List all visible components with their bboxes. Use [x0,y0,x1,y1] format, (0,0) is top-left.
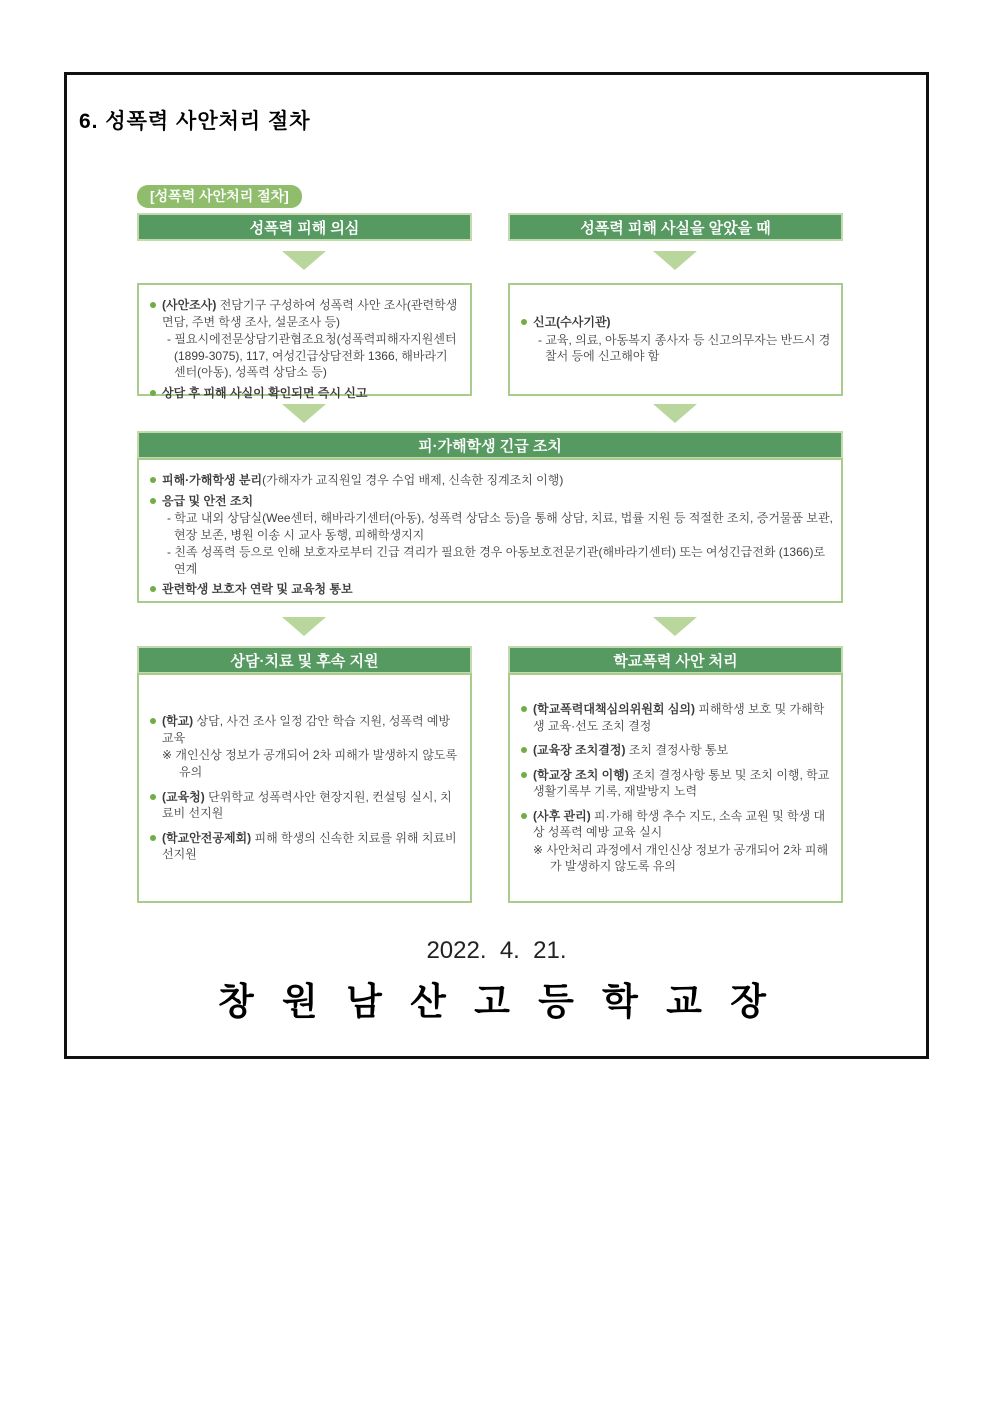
item-lead: (학교장 조치 이행) [533,767,629,782]
item-lead: (학교안전공제회) [162,830,252,845]
item-lead: 피해·가해학생 분리 [162,473,263,487]
item-text [533,767,833,800]
list-item [520,314,833,365]
principal-signature: 창 원 남 산 고 등 학 교 장 [218,981,775,1022]
header-emergency-measures: 피·가해학생 긴급 조치 [137,431,843,459]
procedure-badge: [성폭력 사안처리 절차] [137,185,302,208]
item-body: 조치 결정사항 통보 [625,743,729,758]
item-lead: (사안조사) [162,298,217,312]
item-lead: (학교폭력대책심의위원회 심의) [533,702,696,717]
box-emergency-measures [137,458,843,603]
box-report-investigative-agency [508,283,843,396]
page-frame [64,72,929,1059]
item-text [162,581,833,598]
issue-date: 2022. 4. 21. [426,937,567,964]
item-lead: (사후 관리) [533,808,591,823]
item-body: 단위학교 성폭력사안 현장지원, 컨설팅 실시, 치료비 선지원 [162,789,452,821]
item-text [533,808,833,841]
bullet-dot-icon [150,718,156,724]
item-lead: 상담 후 피해 사실이 확인되면 즉시 신고 [162,385,368,400]
bullet-dot-icon [521,747,527,753]
item-text [162,385,462,402]
list-item [149,493,833,578]
bullet-dot-icon [150,835,156,841]
list-item [149,713,462,780]
item-body: 조치 결정사항 통보 및 조치 이행, 학교생활기록부 기록, 재발방지 노력 [533,767,830,799]
item-sub: - 필요시에전문상담기관협조요청(성폭력피해자지원센터 (1899-3075), 117, 여성긴급상담전화 1366, 해바라기 센터(아동), 성폭력 상담소 등) [167,332,457,380]
item-note: ※ 개인신상 정보가 공개되어 2차 피해가 발생하지 않도록 유의 [162,748,458,779]
bullet-dot-icon [150,390,156,396]
bullet-dot-icon [150,794,156,800]
item-note: ※ 사안처리 과정에서 개인신상 정보가 공개되어 2차 피해가 발생하지 않도록 유의 [533,842,829,874]
item-text [162,713,462,746]
list-item [149,789,462,822]
item-body: 피·가해 학생 추수 지도, 소속 교원 및 학생 대상 성폭력 예방 교육 실시 [533,808,826,840]
item-text [533,742,833,759]
arrow-down-icon [653,404,697,423]
item-text [162,830,462,863]
arrow-down-icon [653,251,697,270]
item-text [533,701,833,734]
item-lead: 응급 및 안전 조치 [162,493,254,508]
item-lead: (교육청) [162,789,205,804]
item-lead: 신고(수사기관) [533,315,611,330]
item-text [533,314,833,331]
list-item [149,581,833,598]
list-item [520,701,833,734]
bullet-dot-icon [521,813,527,819]
item-lead: (학교) [162,714,194,729]
list-item [520,742,833,759]
box-counseling-support [137,673,472,903]
header-learned-of-damage: 성폭력 피해 사실을 알았을 때 [508,213,843,241]
list-item [149,297,462,381]
document-title: 6. 성폭력 사안처리 절차 [79,110,311,133]
item-text [162,297,462,330]
item-body: 피해학생 보호 및 가해학생 교육·선도 조치 결정 [533,702,825,733]
bullet-dot-icon [150,302,156,308]
header-suspected-damage: 성폭력 피해 의심 [137,213,472,241]
item-body: (가해자가 교직원일 경우 수업 배제, 신속한 징계조치 이행) [262,473,564,487]
item-lead: (교육장 조치결정) [533,743,626,758]
header-counseling-support: 상담·치료 및 후속 지원 [137,646,472,674]
item-lead: 관련학생 보호자 연락 및 교육청 통보 [162,582,353,597]
item-sub: - 친족 성폭력 등으로 인해 보호자로부터 긴급 격리가 필요한 경우 아동보호전문기관(해바라기센터) 또는 여성긴급전화 (1366)로 연계 [167,545,826,576]
bullet-dot-icon [150,498,156,504]
item-body: 상담, 사건 조사 일정 감안 학습 지원, 성폭력 예방 교육 [162,714,451,745]
arrow-down-icon [282,404,326,423]
item-body: 전담기구 구성하여 성폭력 사안 조사(관련학생 면담, 주변 학생 조사, 설문조사 등) [162,298,458,329]
list-item [520,808,833,875]
list-item [149,472,833,489]
box-school-violence-handling [508,673,843,903]
bullet-dot-icon [521,319,527,325]
list-item [149,830,462,863]
bullet-dot-icon [521,772,527,778]
header-school-violence-handling: 학교폭력 사안 처리 [508,646,843,674]
box-case-investigation [137,283,472,400]
item-text [162,789,462,822]
bullet-dot-icon [150,477,156,483]
arrow-down-icon [282,251,326,270]
item-text [162,472,833,489]
item-sub: - 교육, 의료, 아동복지 종사자 등 신고의무자는 반드시 경찰서 등에 신고해야 함 [538,332,831,364]
list-item [149,385,462,402]
arrow-down-icon [653,617,697,636]
list-item [520,767,833,800]
item-text [162,493,833,510]
bullet-dot-icon [521,706,527,712]
item-body: 피해 학생의 신속한 치료를 위해 치료비 선지원 [162,830,457,862]
arrow-down-icon [282,617,326,636]
bullet-dot-icon [150,586,156,592]
item-sub: - 학교 내외 상담실(Wee센터, 해바라기센터(아동), 성폭력 상담소 등)을 통해 상담, 치료, 법률 지원 등 적절한 조치, 증거물품 보관, 현장 보존, 병원 이송 시 교사 동행, 피해학생지지 [167,511,833,542]
